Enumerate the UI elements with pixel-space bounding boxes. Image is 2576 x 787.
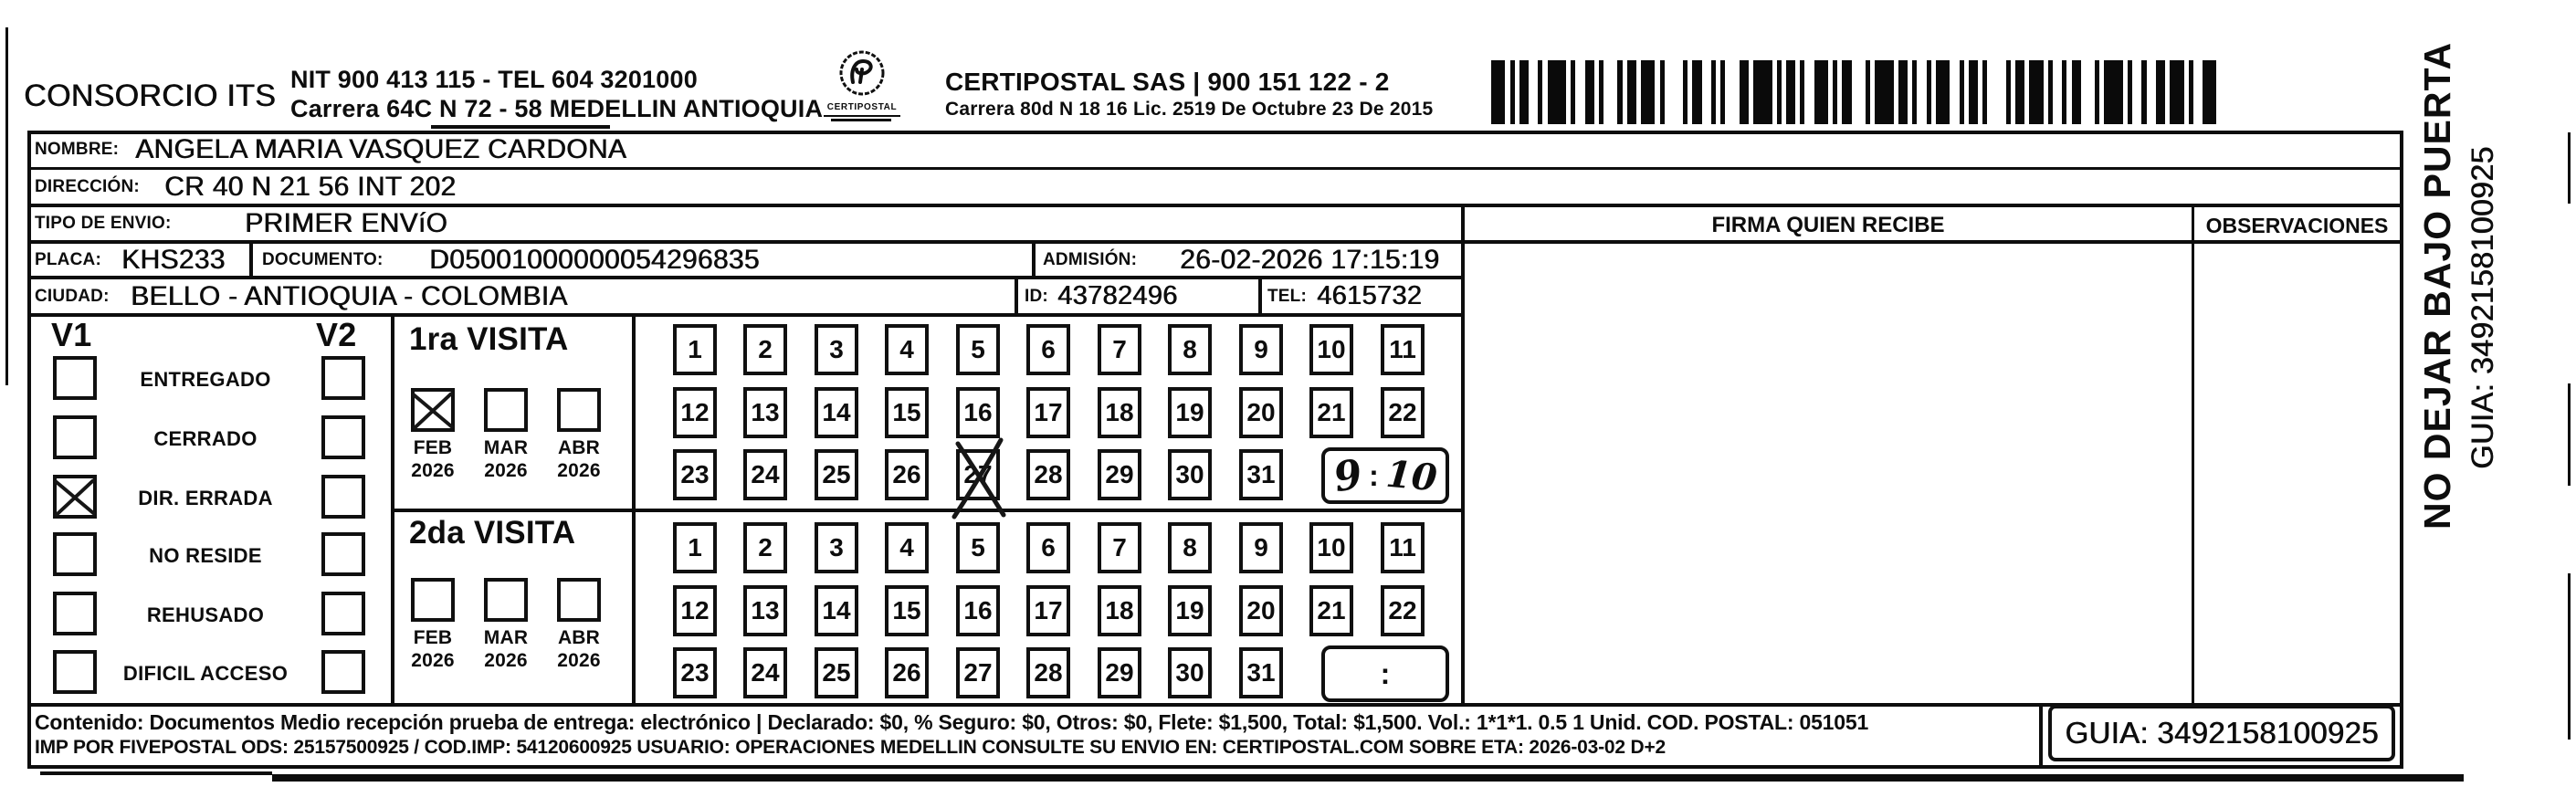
nombre-value: ANGELA MARIA VASQUEZ CARDONA: [135, 134, 626, 164]
visit2-year-abr: 2026: [557, 650, 601, 671]
day-cell-15: 15: [885, 585, 929, 636]
tipo-envio-label: TIPO DE ENVIO:: [35, 214, 172, 233]
tel-value: 4615732: [1317, 281, 1422, 310]
scan-line-bottom-long: [272, 774, 2464, 782]
day-cell-25: 25: [815, 647, 858, 698]
day-cell-13: 13: [743, 387, 787, 438]
day-cell-18: 18: [1098, 387, 1141, 438]
day-cell-6: 6: [1026, 522, 1070, 573]
row-line-footer: [27, 703, 2402, 707]
visit1-month-checkbox-feb: [411, 388, 455, 432]
observaciones-area: [2194, 244, 2400, 703]
day-cell-12: 12: [673, 387, 717, 438]
documento-value: D05001000000054296835: [429, 245, 760, 275]
placa-label: PLACA:: [35, 250, 101, 269]
day-cell-16: 16: [956, 387, 1000, 438]
day-cell-1: 1: [673, 324, 717, 375]
v1-status-checkbox-0: [53, 356, 97, 400]
visit1-time-hour-handwritten: 9: [1330, 450, 1366, 501]
courier-name-line: CERTIPOSTAL SAS | 900 151 122 - 2: [945, 68, 1390, 96]
divider-footer-guia: [2039, 703, 2043, 769]
visit2-month-label-mar: MAR: [483, 627, 529, 648]
day-cell-29: 29: [1098, 449, 1141, 500]
side-note-no-dejar: NO DEJAR BAJO PUERTA: [2416, 41, 2458, 530]
table-border-right: [2400, 131, 2403, 769]
visit2-month-label-abr: ABR: [557, 627, 601, 648]
firma-quien-recibe-header: FIRMA QUIEN RECIBE: [1711, 213, 1945, 237]
v2-status-checkbox-4: [321, 592, 365, 635]
day-cell-19: 19: [1168, 387, 1212, 438]
visit1-year-mar: 2026: [484, 460, 528, 481]
day-cell-11: 11: [1381, 522, 1425, 573]
sender-nit-line: NIT 900 413 115 - TEL 604 3201000: [290, 66, 698, 93]
observaciones-header: OBSERVACIONES: [2205, 214, 2389, 237]
day-cell-7: 7: [1098, 324, 1141, 375]
visit2-title: 2da VISITA: [409, 515, 576, 551]
day-cell-11: 11: [1381, 324, 1425, 375]
scan-edge-right-dash-3: [2568, 573, 2571, 740]
day-cell-14: 14: [815, 387, 858, 438]
logo-caption: CERTIPOSTAL: [826, 102, 898, 112]
v2-status-checkbox-3: [321, 532, 365, 576]
visit2-day-grid: [632, 509, 1465, 703]
day-cell-30: 30: [1168, 647, 1212, 698]
visit1-day-grid: [632, 313, 1465, 509]
logo-caption-rule: [824, 115, 900, 117]
day-cell-22: 22: [1381, 387, 1425, 438]
day-cell-25: 25: [815, 449, 858, 500]
scan-line-bottom-short: [40, 771, 272, 775]
visit1-time-minutes-handwritten: 10: [1383, 452, 1439, 499]
visit1-year-feb: 2026: [411, 460, 455, 481]
day-cell-8: 8: [1168, 324, 1212, 375]
day-cell-23: 23: [673, 449, 717, 500]
status-option-label: CERRADO: [153, 427, 258, 450]
visit2-month-checkbox-feb: [411, 578, 455, 622]
v2-status-checkbox-5: [321, 650, 365, 694]
status-option-label: DIFICIL ACCESO: [122, 662, 289, 685]
day-cell-29: 29: [1098, 647, 1141, 698]
day-cell-8: 8: [1168, 522, 1212, 573]
logo-caption-microtext: [831, 119, 891, 121]
day-cell-31: 31: [1239, 647, 1283, 698]
day-cell-18: 18: [1098, 585, 1141, 636]
visit1-year-abr: 2026: [557, 460, 601, 481]
day-cell-17: 17: [1026, 585, 1070, 636]
row-line-placa: [27, 276, 1465, 279]
day-cell-5: 5: [956, 522, 1000, 573]
day-cell-27: 27: [956, 647, 1000, 698]
id-value: 43782496: [1057, 281, 1178, 310]
v1-status-checkbox-5: [53, 650, 97, 694]
scan-smudge-top: [431, 125, 610, 129]
day-cell-22: 22: [1381, 585, 1425, 636]
day-cell-30: 30: [1168, 449, 1212, 500]
admision-label: ADMISIÓN:: [1043, 250, 1138, 269]
divider-v1v2-panel: [391, 313, 394, 707]
day-cell-7: 7: [1098, 522, 1141, 573]
visit2-month-checkbox-mar: [484, 578, 528, 622]
scan-edge-right-dash-2: [2568, 383, 2571, 486]
visit2-year-feb: 2026: [411, 650, 455, 671]
day-cell-5: 5: [956, 324, 1000, 375]
day-cell-19: 19: [1168, 585, 1212, 636]
day-cell-6: 6: [1026, 324, 1070, 375]
v2-column-header: V2: [316, 316, 357, 353]
tel-label: TEL:: [1267, 287, 1308, 306]
divider-ciudad-id: [1015, 276, 1018, 317]
visit2-time-box: [1321, 645, 1449, 702]
day-cell-1: 1: [673, 522, 717, 573]
v2-status-checkbox-2: [321, 475, 365, 519]
day-cell-24: 24: [743, 449, 787, 500]
footer-content-line: Contenido: Documentos Medio recepción prueba de entrega: electrónico | Declarado: $0, % Seguro: $0, Otros: $0, Flete: $1,500, Total: $1,500. Vol.: 1*1*1. 0.5 1 Unid. COD. POSTAL: 051051: [35, 710, 1869, 734]
day-cell-21: 21: [1309, 387, 1353, 438]
status-option-label: REHUSADO: [146, 603, 265, 626]
status-row-entregado: [31, 356, 391, 400]
scan-edge-right-dash-1: [2568, 132, 2571, 204]
id-label: ID:: [1025, 287, 1048, 306]
v1-status-checkbox-4: [53, 592, 97, 635]
status-row-dir-errada: [31, 475, 391, 519]
day-cell-26: 26: [885, 647, 929, 698]
day-cell-28: 28: [1026, 449, 1070, 500]
day-cell-21: 21: [1309, 585, 1353, 636]
day-cell-20: 20: [1239, 387, 1283, 438]
day-cell-14: 14: [815, 585, 858, 636]
day-cell-20: 20: [1239, 585, 1283, 636]
sender-company-name: CONSORCIO ITS: [24, 79, 276, 113]
day-cell-28: 28: [1026, 647, 1070, 698]
side-note-guia: GUIA: 3492158100925: [2466, 146, 2500, 469]
day-cell-2: 2: [743, 324, 787, 375]
visit2-month-checkbox-abr: [557, 578, 601, 622]
visit1-time-box: [1321, 447, 1449, 504]
footer-guia-value: GUIA: 3492158100925: [2065, 716, 2379, 750]
table-border-bottom: [27, 765, 2402, 769]
status-option-label: ENTREGADO: [140, 368, 271, 391]
direccion-label: DIRECCIÓN:: [35, 177, 140, 196]
v1-column-header: V1: [51, 316, 92, 353]
day-cell-26: 26: [885, 449, 929, 500]
day-cell-3: 3: [815, 522, 858, 573]
day-cell-4: 4: [885, 324, 929, 375]
v1-status-checkbox-3: [53, 532, 97, 576]
visit1-month-label-abr: ABR: [557, 437, 601, 458]
scan-edge-left: [5, 27, 8, 385]
tipo-envio-value: PRIMER ENVíO: [245, 208, 447, 238]
v2-status-checkbox-1: [321, 415, 365, 459]
visit1-month-label-feb: FEB: [413, 437, 453, 458]
placa-value: KHS233: [121, 245, 226, 275]
status-row-cerrado: [31, 415, 391, 459]
day-cell-13: 13: [743, 585, 787, 636]
status-option-label: NO RESIDE: [149, 544, 262, 567]
status-panel: [31, 313, 391, 703]
status-row-no-reside: [31, 532, 391, 576]
day-cell-24: 24: [743, 647, 787, 698]
visit2-month-label-feb: FEB: [413, 627, 453, 648]
status-option-label: DIR. ERRADA: [138, 487, 273, 509]
day-cell-10: 10: [1309, 522, 1353, 573]
day-cell-10: 10: [1309, 324, 1353, 375]
visit2-time-colon: :: [1380, 656, 1391, 690]
visit2-year-mar: 2026: [484, 650, 528, 671]
day-cell-3: 3: [815, 324, 858, 375]
courier-address-line: Carrera 80d N 18 16 Lic. 2519 De Octubre 23 De 2015: [945, 99, 1434, 120]
firma-signature-area: [1465, 244, 2192, 703]
ciudad-label: CIUDAD:: [35, 287, 110, 306]
day-cell-4: 4: [885, 522, 929, 573]
tracking-barcode: [1491, 60, 2217, 124]
divider-placa-documento: [249, 240, 253, 279]
visit1-time-colon: :: [1369, 458, 1379, 492]
footer-imp-line: IMP POR FIVEPOSTAL ODS: 25157500925 / COD.IMP: 54120600925 USUARIO: OPERACIONES MEDELLIN CONSULTE SU ENVIO EN: CERTIPOSTAL.COM SOBRE ETA: 2026-03-02 D+2: [35, 737, 1666, 758]
footer-guia-box: [2048, 705, 2395, 761]
divider-id-tel: [1258, 276, 1262, 317]
day-cell-27: 27: [956, 449, 1000, 500]
visit1-month-checkbox-mar: [484, 388, 528, 432]
day-cell-31: 31: [1239, 449, 1283, 500]
visit1-title: 1ra VISITA: [409, 321, 569, 357]
ciudad-value: BELLO - ANTIOQUIA - COLOMBIA: [131, 281, 568, 311]
status-row-rehusado: [31, 592, 391, 635]
day-cell-9: 9: [1239, 324, 1283, 375]
row-line-direccion: [27, 204, 2402, 207]
documento-label: DOCUMENTO:: [262, 250, 384, 269]
day-cell-9: 9: [1239, 522, 1283, 573]
divider-documento-admision: [1032, 240, 1036, 279]
status-row-dificil-acceso: [31, 650, 391, 694]
visit1-month-label-mar: MAR: [483, 437, 529, 458]
certipostal-logo-icon: [836, 47, 888, 100]
v1-status-checkbox-1: [53, 415, 97, 459]
v2-status-checkbox-0: [321, 356, 365, 400]
day-cell-23: 23: [673, 647, 717, 698]
nombre-label: NOMBRE:: [35, 140, 120, 159]
visit1-month-checkbox-abr: [557, 388, 601, 432]
row-line-nombre: [27, 167, 2402, 170]
v1-status-checkbox-2: [53, 475, 97, 519]
admision-value: 26-02-2026 17:15:19: [1180, 245, 1440, 275]
day-cell-16: 16: [956, 585, 1000, 636]
day-cell-15: 15: [885, 387, 929, 438]
day-cell-12: 12: [673, 585, 717, 636]
direccion-value: CR 40 N 21 56 INT 202: [164, 172, 457, 202]
day-cell-17: 17: [1026, 387, 1070, 438]
sender-address-line: Carrera 64C N 72 - 58 MEDELLIN ANTIOQUIA: [290, 95, 824, 122]
day-cell-2: 2: [743, 522, 787, 573]
